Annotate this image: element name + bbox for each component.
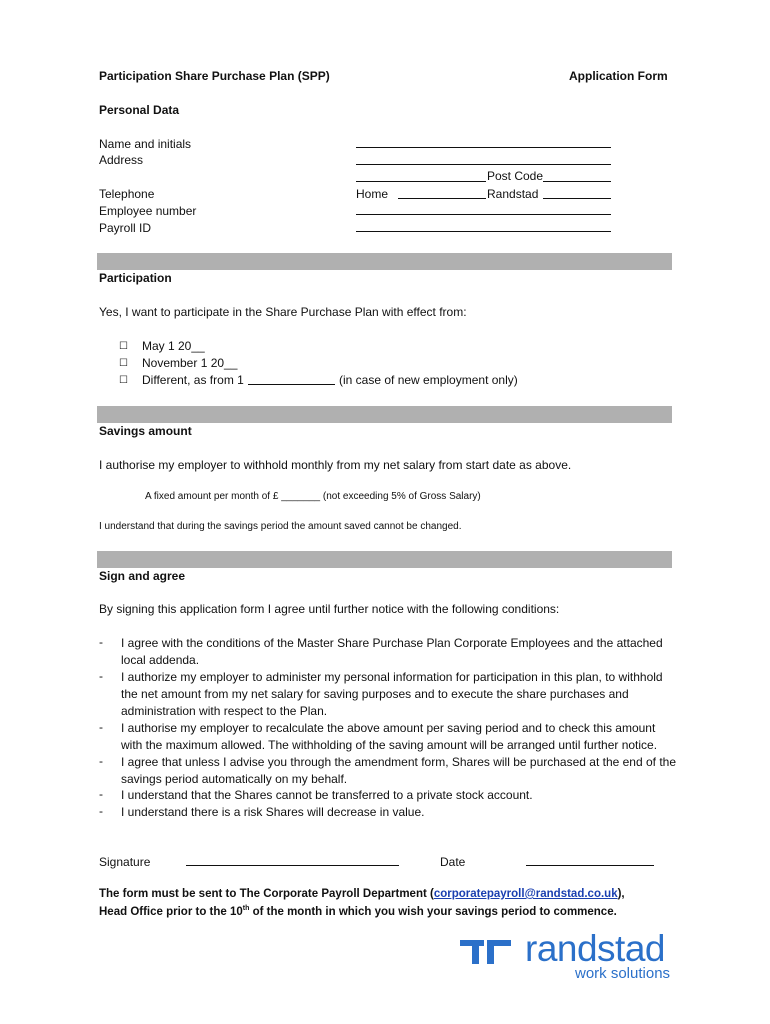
postcode-label: Post Code — [487, 169, 544, 183]
signature-label: Signature — [99, 855, 151, 869]
randstad-phone-field[interactable] — [543, 198, 611, 199]
footer-line-1-prefix: The form must be sent to The Corporate Payroll Department ( — [99, 888, 434, 900]
condition-bullet: - — [99, 787, 103, 801]
option-different-label: Different, as from 1 — [142, 373, 244, 387]
footer-line-2-prefix: Head Office prior to the 10 — [99, 905, 243, 918]
logo-tagline: work solutions — [575, 965, 671, 982]
signature-field[interactable] — [186, 865, 399, 866]
option-different-note: (in case of new employment only) — [339, 373, 518, 387]
address-label: Address — [99, 153, 144, 167]
footer-line-1 — [99, 888, 625, 900]
savings-understand-text: I understand that during the savings period the amount saved cannot be changed. — [99, 521, 462, 532]
personal-data-heading: Personal Data — [99, 103, 180, 117]
participation-heading: Participation — [99, 271, 172, 285]
checkbox-may[interactable]: ☐ — [119, 341, 128, 352]
telephone-label: Telephone — [99, 187, 155, 201]
condition-bullet: - — [99, 754, 103, 768]
address-field-line2[interactable] — [356, 181, 486, 182]
condition-item: I agree with the conditions of the Master Share Purchase Plan Corporate Employees and the attached local addenda. — [121, 636, 663, 667]
option-may-label: May 1 20__ — [142, 339, 205, 353]
date-label: Date — [440, 855, 466, 869]
form-type-label: Application Form — [569, 69, 668, 83]
employee-number-label: Employee number — [99, 204, 197, 218]
logo-wordmark: randstad — [525, 928, 665, 969]
postcode-field[interactable] — [543, 181, 611, 182]
form-title: Participation Share Purchase Plan (SPP) — [99, 69, 330, 83]
condition-item: I understand there is a risk Shares will decrease in value. — [121, 805, 425, 819]
condition-bullet: - — [99, 720, 103, 734]
different-date-field[interactable] — [248, 384, 335, 385]
participation-intro: Yes, I want to participate in the Share Purchase Plan with effect from: — [99, 305, 467, 319]
checkbox-november[interactable]: ☐ — [119, 358, 128, 369]
section-divider-sign — [97, 551, 672, 568]
sign-intro: By signing this application form I agree until further notice with the following conditions: — [99, 602, 560, 616]
footer-line-2 — [99, 905, 617, 918]
condition-bullet: - — [99, 804, 103, 818]
condition-item: I understand that the Shares cannot be transferred to a private stock account. — [121, 788, 533, 802]
payroll-id-label: Payroll ID — [99, 221, 152, 235]
home-phone-label: Home — [356, 187, 389, 201]
date-field[interactable] — [526, 865, 654, 866]
footer-line-2-suffix: of the month in which you wish your savings period to commence. — [249, 905, 617, 918]
fixed-amount-text: A fixed amount per month of £ _______ (not exceeding 5% of Gross Salary) — [145, 491, 481, 502]
section-divider-participation — [97, 253, 672, 270]
randstad-phone-label: Randstad — [487, 187, 539, 201]
footer-line-1-suffix: ), — [617, 888, 625, 900]
randstad-logo-icon — [460, 940, 520, 970]
home-phone-field[interactable] — [398, 198, 486, 199]
footer-ordinal-suffix: th — [242, 905, 250, 912]
checkbox-different[interactable]: ☐ — [119, 375, 128, 386]
savings-authorise-text: I authorise my employer to withhold monthly from my net salary from start date as above. — [99, 458, 572, 472]
section-divider-savings — [97, 406, 672, 423]
condition-bullet: - — [99, 635, 103, 649]
condition-item: I authorize my employer to administer my personal information for participation in this plan, to withhold the net amount from my net salary for saving purposes and to execute the share purchases and administration with respect to the Plan. — [121, 670, 663, 718]
address-field-line1[interactable] — [356, 164, 611, 165]
condition-item: I authorise my employer to recalculate the above amount per saving period and to check this amount with the maximum allowed. The withholding of the saving amount will be arranged until further notice. — [121, 721, 658, 752]
payroll-id-field[interactable] — [356, 231, 611, 232]
payroll-email-link[interactable]: corporatepayroll@randstad.co.uk — [433, 888, 618, 900]
sign-heading: Sign and agree — [99, 569, 186, 583]
name-label: Name and initials — [99, 137, 192, 151]
option-november-label: November 1 20__ — [142, 356, 238, 370]
employee-number-field[interactable] — [356, 214, 611, 215]
savings-heading: Savings amount — [99, 424, 192, 438]
name-field[interactable] — [356, 147, 611, 148]
condition-item: I agree that unless I advise you through the amendment form, Shares will be purchased at the end of the savings period automatically on my behalf. — [121, 755, 676, 786]
condition-bullet: - — [99, 669, 103, 683]
